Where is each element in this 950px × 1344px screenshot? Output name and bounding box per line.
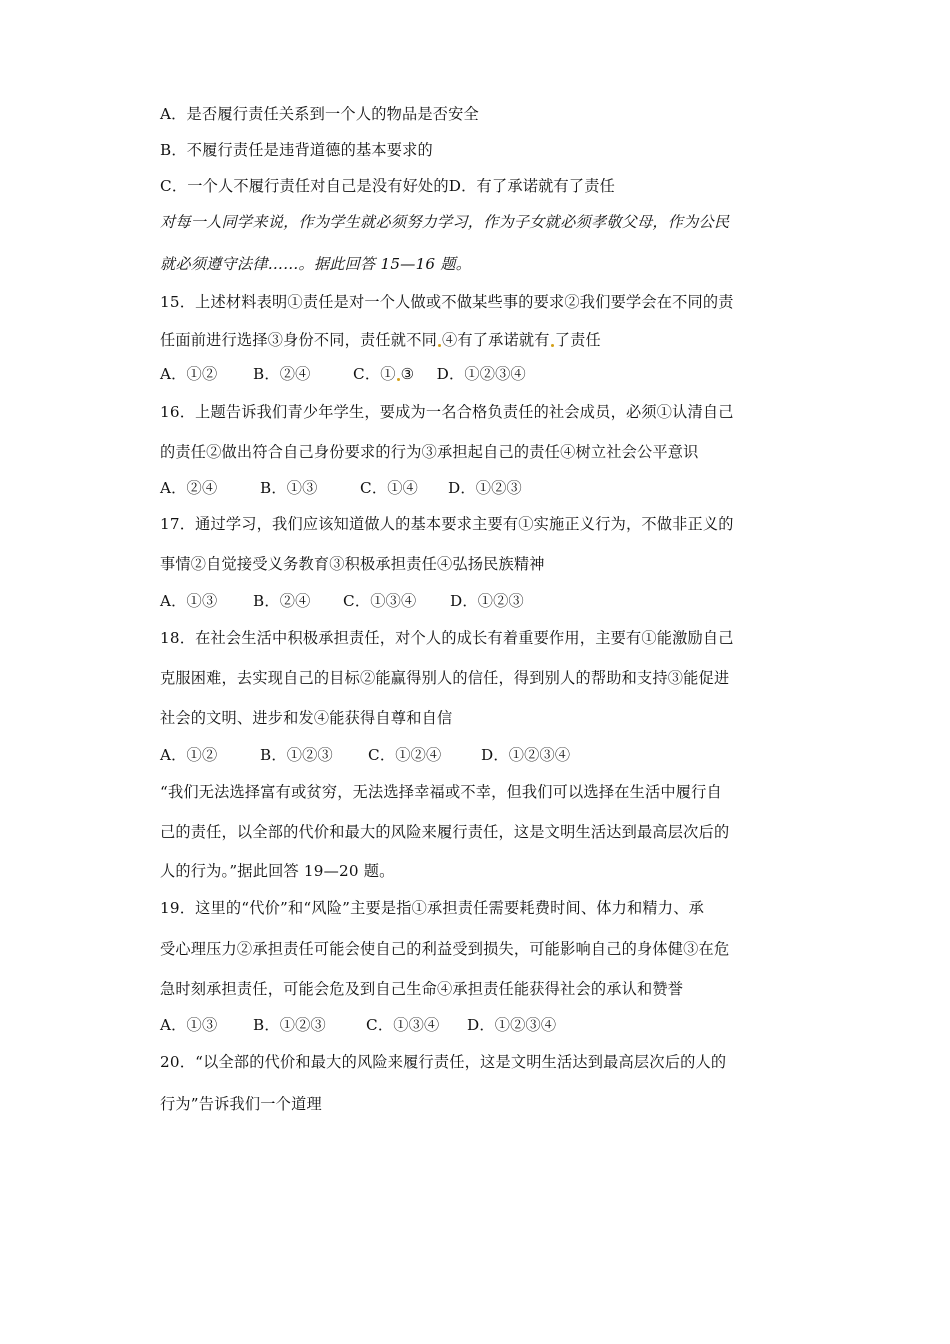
- option-b: B．②④: [253, 592, 311, 610]
- question-19-line-3: 急时刻承担责任，可能会危及到自己生命④承担责任能获得社会的承认和赞誉: [160, 980, 684, 998]
- option-d: D．①②③④: [481, 746, 571, 764]
- option-line-a: A．是否履行责任关系到一个人的物品是否安全: [160, 105, 479, 123]
- option-d: D．①②③: [450, 592, 524, 610]
- option-d: D．①②③④: [436, 365, 526, 383]
- question-15-text-c: 了责任: [554, 331, 601, 349]
- option-a: A．①②: [160, 746, 218, 764]
- option-b: B．②④: [253, 365, 311, 383]
- material-line-1: 对每一人同学来说，作为学生就必须努力学习，作为子女就必须孝敬父母，作为公民: [160, 213, 730, 231]
- option-c-part-2: ③: [400, 365, 415, 383]
- question-15-text-b: ④有了承诺就有: [441, 331, 550, 349]
- option-c-part-1: C．①: [353, 365, 396, 383]
- question-17-line-1: 17．通过学习，我们应该知道做人的基本要求主要有①实施正义行为，不做非正义的: [160, 515, 734, 533]
- question-17-line-2: 事情②自觉接受义务教育③积极承担责任④弘扬民族精神: [160, 555, 545, 573]
- option-c: C．①②④: [368, 746, 442, 764]
- question-18-line-3: 社会的文明、进步和发④能获得自尊和自信: [160, 709, 453, 727]
- question-17-options: [160, 591, 524, 611]
- option-a: A．①③: [160, 592, 218, 610]
- question-20-line-1: 20．“以全部的代价和最大的风险来履行责任，这是文明生活达到最高层次后的人的: [160, 1053, 727, 1071]
- option-b: B．①③: [260, 479, 318, 497]
- question-19-options: [160, 1015, 556, 1035]
- option-c: C．①④: [360, 479, 418, 497]
- question-16-line-2: 的责任②做出符合自己身份要求的行为③承担起自己的责任④树立社会公平意识: [160, 443, 699, 461]
- question-20-line-2: 行为”告诉我们一个道理: [160, 1095, 322, 1113]
- stray-mark-icon: [551, 344, 554, 347]
- question-15-line-2: [160, 330, 601, 350]
- quote-line-1: “我们无法选择富有或贫穷，无法选择幸福或不幸，但我们可以选择在生活中履行自: [160, 783, 722, 801]
- question-15-line-1: 15．上述材料表明①责任是对一个人做或不做某些事的要求②我们要学会在不同的责: [160, 293, 734, 311]
- question-18-line-1: 18．在社会生活中积极承担责任，对个人的成长有着重要作用，主要有①能激励自己: [160, 629, 734, 647]
- option-c: C．①③④: [343, 592, 417, 610]
- option-b: B．①②③: [260, 746, 333, 764]
- quote-line-3: 人的行为。”据此回答 19—20 题。: [160, 862, 395, 880]
- option-d: D．①②③④: [467, 1016, 557, 1034]
- option-d: D．①②③: [448, 479, 522, 497]
- question-19-line-2: 受心理压力②承担责任可能会使自己的利益受到损失，可能影响自己的身体健③在危: [160, 940, 730, 958]
- question-19-line-1: 19．这里的“代价”和“风险”主要是指①承担责任需要耗费时间、体力和精力、承: [160, 899, 704, 917]
- option-line-c-d: C．一个人不履行责任对自己是没有好处的D．有了承诺就有了责任: [160, 177, 616, 195]
- quote-line-2: 己的责任，以全部的代价和最大的风险来履行责任，这是文明生活达到最高层次后的: [160, 823, 730, 841]
- option-b: B．①②③: [253, 1016, 326, 1034]
- option-a: A．②④: [160, 479, 218, 497]
- stray-mark-icon: [397, 378, 400, 381]
- stray-mark-icon: [438, 344, 441, 347]
- option-a: A．①②: [160, 365, 218, 383]
- question-16-line-1: 16．上题告诉我们青少年学生，要成为一名合格负责任的社会成员，必须①认清自己: [160, 403, 734, 421]
- question-18-options: [160, 745, 570, 765]
- option-a: A．①③: [160, 1016, 218, 1034]
- question-16-options: [160, 478, 522, 498]
- question-15-text-a: 任面前进行选择③身份不同，责任就不同: [160, 331, 437, 349]
- question-18-line-2: 克服困难，去实现自己的目标②能赢得别人的信任，得到别人的帮助和支持③能促进: [160, 669, 730, 687]
- option-c: C．①③④: [366, 1016, 440, 1034]
- material-line-2: 就必须遵守法律……。据此回答 15—16 题。: [160, 255, 472, 273]
- option-line-b: B．不履行责任是违背道德的基本要求的: [160, 141, 433, 159]
- question-15-options: [160, 364, 526, 384]
